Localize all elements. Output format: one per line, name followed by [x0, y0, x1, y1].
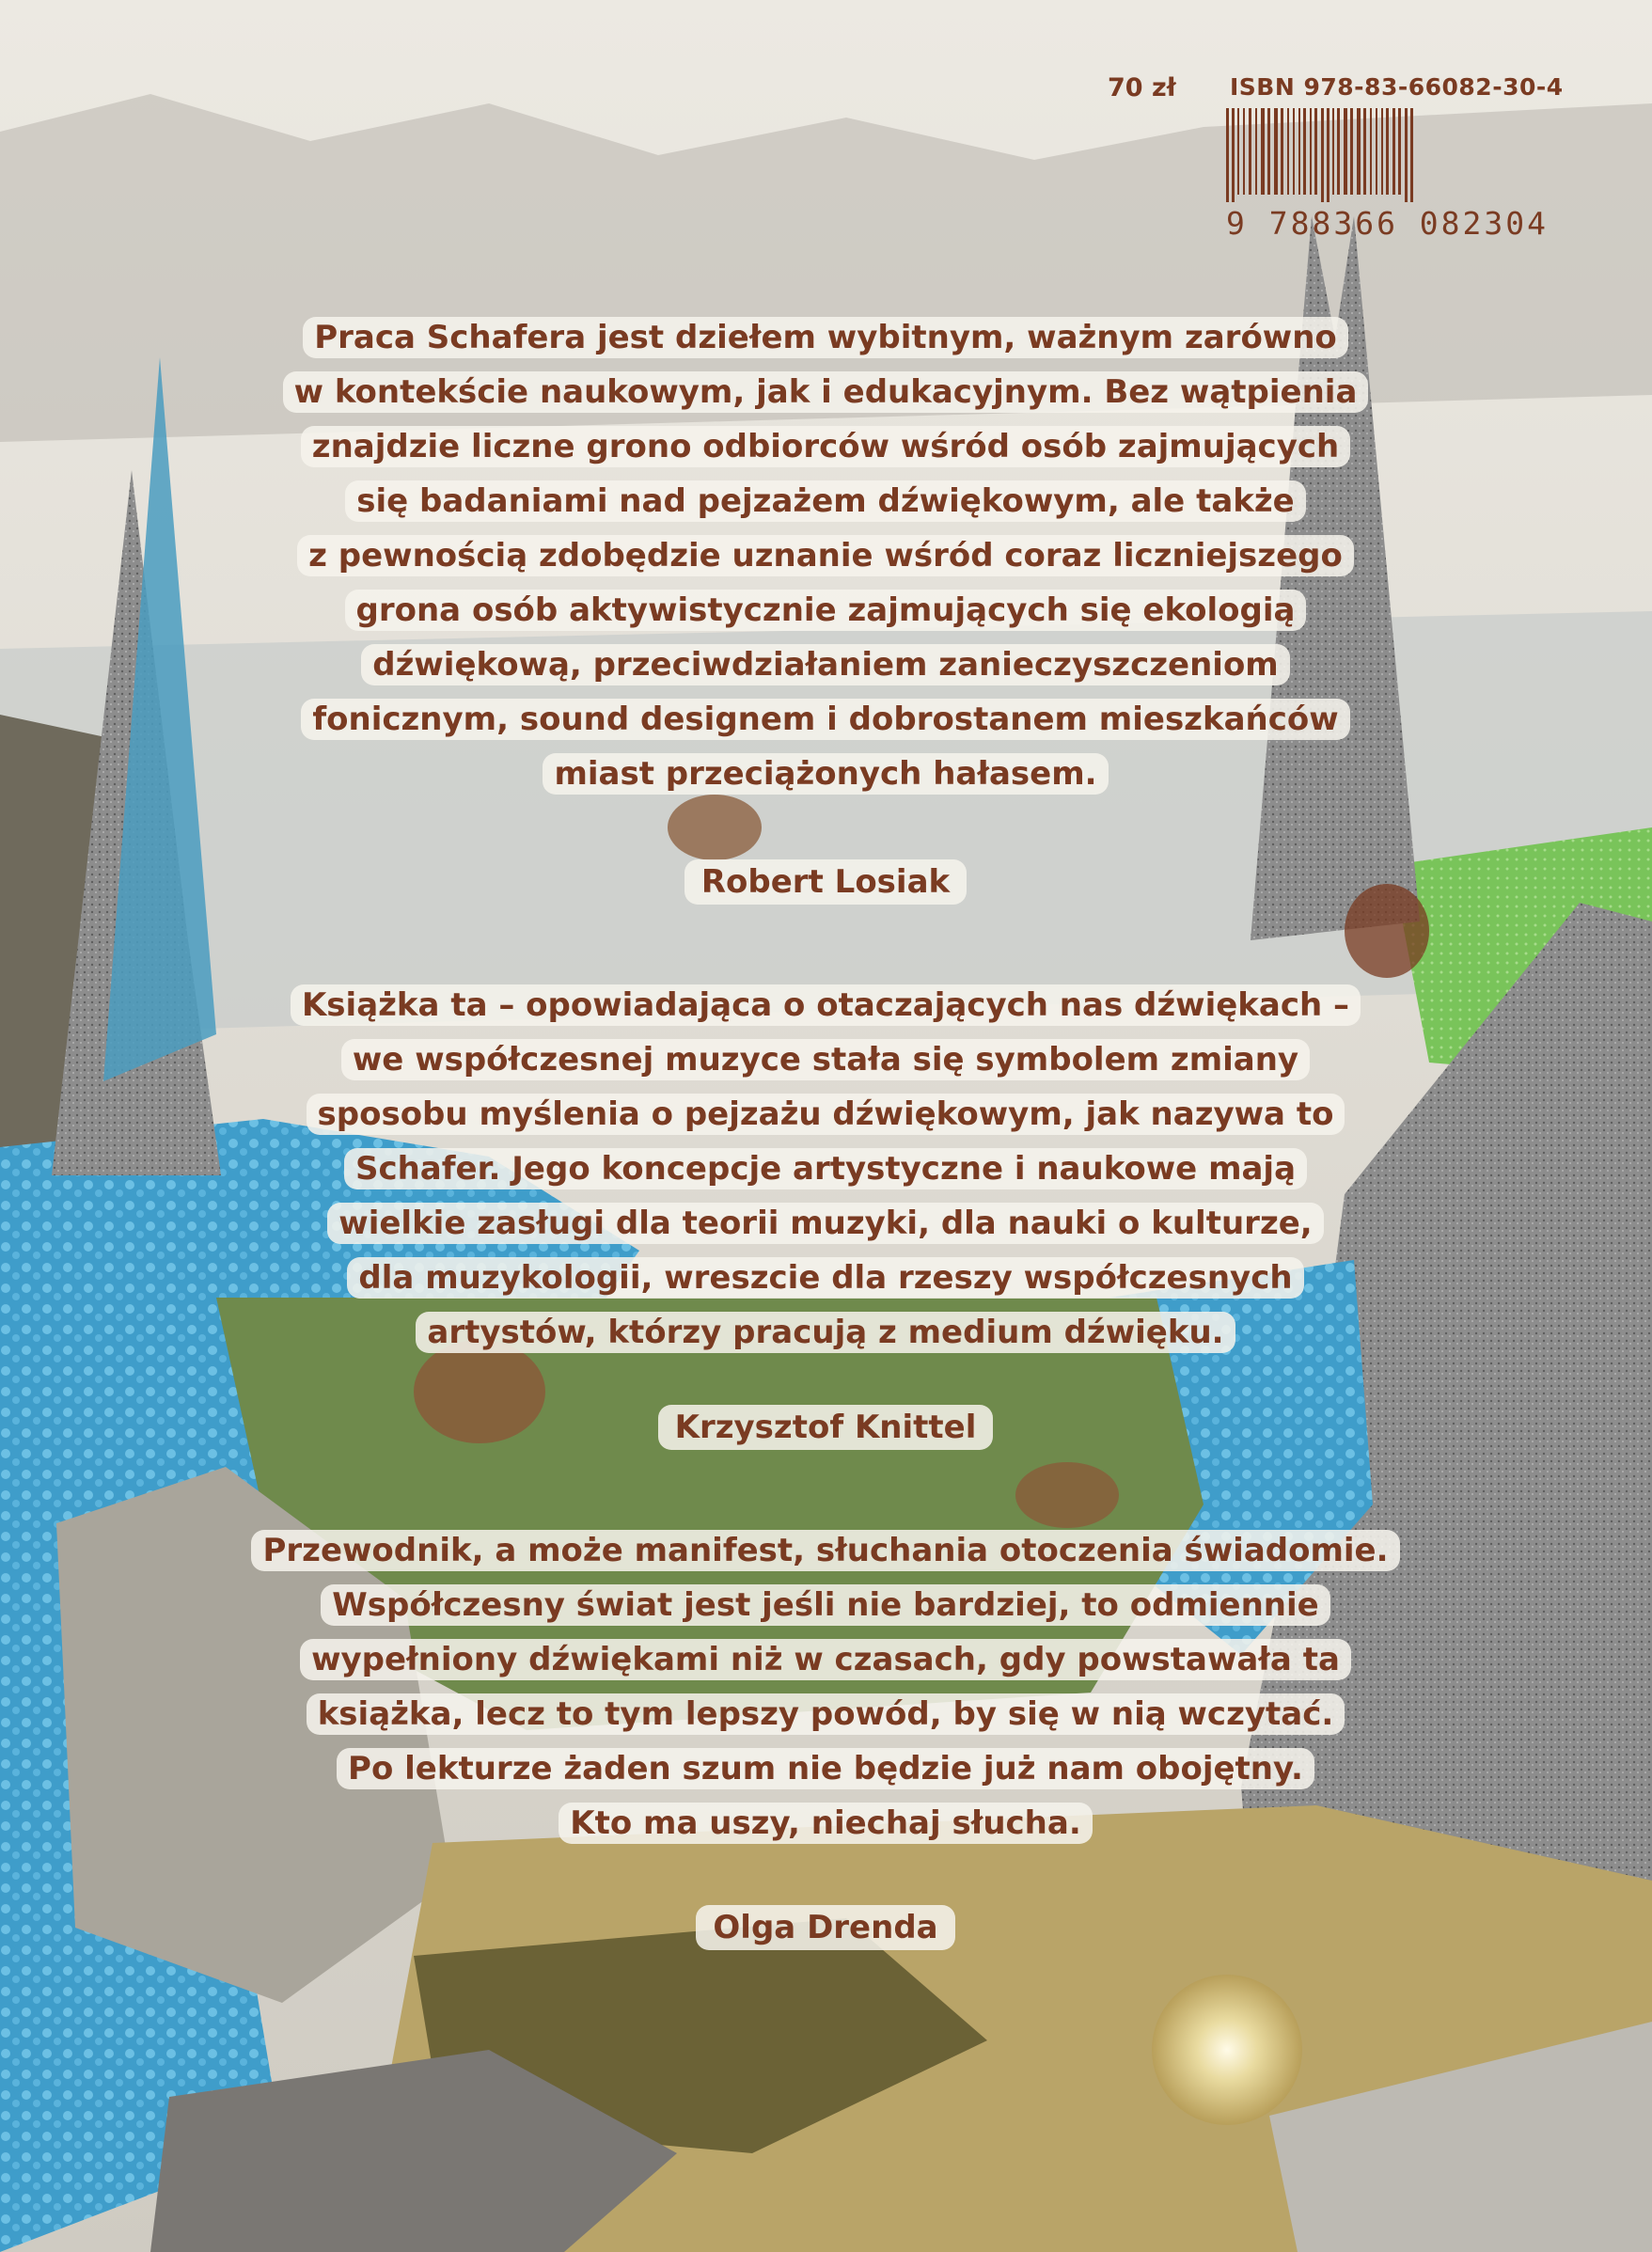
quote-line: Po lekturze żaden szum nie będzie już nam obojętny.: [337, 1748, 1314, 1789]
rust-spot: [668, 795, 762, 860]
quote-line: w kontekście naukowym, jak i edukacyjnym. Bez wątpienia: [283, 371, 1369, 413]
author-name: Krzysztof Knittel: [658, 1405, 994, 1450]
quote-line: Praca Schafera jest dziełem wybitnym, ważnym zarówno: [303, 317, 1348, 358]
quote-line: znajdzie liczne grono odbiorców wśród osób zajmujących: [301, 426, 1350, 467]
barcode-bar: [1376, 108, 1377, 195]
barcode: [1222, 108, 1533, 202]
barcode-bar: [1392, 108, 1395, 195]
quote-line: grona osób aktywistycznie zajmujących się ekologią: [345, 590, 1307, 631]
barcode-bar: [1327, 108, 1329, 202]
barcode-bar: [1226, 108, 1229, 202]
quote-drenda: [167, 1523, 1484, 1850]
barcode-bar: [1363, 108, 1366, 195]
author-name: Olga Drenda: [696, 1905, 954, 1950]
quote-line: fonicznym, sound designem i dobrostanem mieszkańców: [301, 699, 1349, 740]
quote-line: Współczesny świat jest jeśli nie bardziej, to odmiennie: [321, 1584, 1329, 1626]
quote-line: się badaniami nad pejzażem dźwiękowym, ale także: [345, 480, 1306, 522]
barcode-bar: [1332, 108, 1334, 195]
barcode-digits: 9 788366 082304: [1226, 205, 1550, 242]
quote-line: dla muzykologii, wreszcie dla rzeszy współczesnych: [347, 1257, 1303, 1299]
barcode-bar: [1274, 108, 1278, 195]
quote-line: miast przeciążonych hałasem.: [543, 753, 1108, 795]
quote-line: Książka ta – opowiadająca o otaczających nas dźwiękach –: [291, 984, 1361, 1026]
quote-losiak: [167, 310, 1484, 801]
quote-line: Schafer. Jego koncepcje artystyczne i naukowe mają: [344, 1148, 1307, 1189]
quote-line: książka, lecz to tym lepszy powód, by się w nią wczytać.: [307, 1693, 1345, 1735]
quote-line: sposobu myślenia o pejzażu dźwiękowym, jak nazywa to: [307, 1094, 1345, 1135]
barcode-bar: [1243, 108, 1245, 195]
barcode-bar: [1261, 108, 1265, 195]
quote-line: wypełniony dźwiękami niż w czasach, gdy powstawała ta: [300, 1639, 1351, 1680]
rust-spot: [1345, 884, 1429, 978]
barcode-bar: [1381, 108, 1383, 195]
barcode-bar: [1350, 108, 1353, 195]
barcode-bar: [1386, 108, 1389, 195]
sun-reflection: [1152, 1975, 1302, 2125]
barcode-bar: [1298, 108, 1300, 195]
barcode-bar: [1303, 108, 1306, 195]
barcode-bar: [1237, 108, 1239, 195]
barcode-bar: [1410, 108, 1413, 202]
barcode-bar: [1321, 108, 1324, 202]
author-losiak: [543, 863, 1108, 901]
barcode-bar: [1310, 108, 1312, 195]
quote-line: Kto ma uszy, niechaj słucha.: [559, 1803, 1093, 1844]
author-name: Robert Losiak: [684, 859, 967, 905]
barcode-bar: [1293, 108, 1295, 195]
price-label: 70 zł: [1108, 73, 1176, 102]
quote-line: dźwiękową, przeciwdziałaniem zanieczyszczeniom: [361, 644, 1290, 685]
quote-line: we współczesnej muzyce stała się symbolem zmiany: [341, 1039, 1310, 1080]
barcode-bar: [1405, 108, 1408, 202]
quote-line: artystów, którzy pracują z medium dźwięku.: [416, 1312, 1235, 1353]
quote-line: wielkie zasługi dla teorii muzyki, dla nauki o kulturze,: [327, 1203, 1323, 1244]
quote-line: Przewodnik, a może manifest, słuchania otoczenia świadomie.: [251, 1530, 1399, 1571]
quote-knittel: [167, 978, 1484, 1360]
barcode-bar: [1314, 108, 1317, 195]
quote-line: z pewnością zdobędzie uznanie wśród coraz liczniejszego: [297, 535, 1354, 576]
barcode-bar: [1398, 108, 1401, 195]
barcode-bar: [1232, 108, 1235, 202]
barcode-bar: [1255, 108, 1257, 195]
barcode-bar: [1281, 108, 1283, 195]
rust-spot: [1015, 1462, 1119, 1528]
barcode-bar: [1287, 108, 1289, 195]
author-knittel: [543, 1409, 1108, 1446]
barcode-bar: [1370, 108, 1372, 195]
barcode-bar: [1337, 108, 1340, 195]
author-drenda: [543, 1909, 1108, 1946]
barcode-bar: [1357, 108, 1361, 195]
barcode-bar: [1267, 108, 1270, 195]
barcode-bar: [1249, 108, 1251, 195]
isbn-label: ISBN 978-83-66082-30-4: [1230, 73, 1564, 101]
barcode-bar: [1344, 108, 1347, 195]
